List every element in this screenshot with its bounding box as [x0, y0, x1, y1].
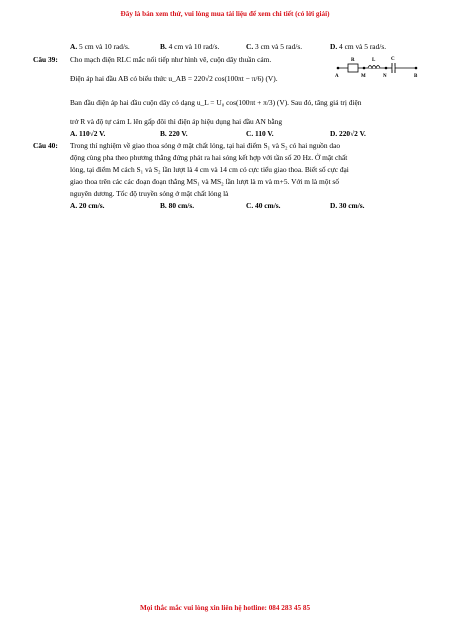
prev-answer-a-label: A.: [70, 42, 80, 51]
circuit-label-c: C: [391, 57, 395, 62]
prev-answer-b-text: 4 cm và 10 rad/s.: [168, 42, 220, 51]
circuit-label-n: N: [383, 74, 387, 78]
question-40-line-2: động cùng pha theo phương thẳng đứng phát ra hai sóng kết hợp với tần số 20 Hz. Ở mặt chất: [70, 153, 348, 162]
preview-notice: Đây là bản xem thử, vui lòng mua tài liệu để xem chi tiết (có lời giải): [120, 10, 330, 18]
question-39-text: Cho mạch điện RLC mắc nối tiếp như hình vẽ, cuộn dây thuần cảm.: [70, 55, 272, 64]
prev-answer-a: [70, 42, 130, 51]
rlc-circuit-diagram: [334, 54, 420, 78]
question-39-condition: trở R và độ tự cảm L lên gấp đôi thì điện áp hiệu dụng hai đầu AN bằng: [70, 117, 283, 126]
circuit-label-l: L: [372, 58, 376, 63]
prev-answer-d: [330, 42, 386, 51]
prev-answer-b: [160, 42, 219, 51]
prev-answer-c-label: C.: [246, 42, 256, 51]
inductor-symbol: [368, 66, 380, 69]
prev-answer-d-text: 4 cm và 5 rad/s.: [339, 42, 387, 51]
question-40-line-1: Trong thí nghiệm về giao thoa sóng ở mặt chất lỏng, tại hai điểm S₁ và S₂ có hai nguồn dao: [70, 141, 341, 150]
question-39-initial-voltage: Ban đầu điện áp hai đầu cuộn dây có dạng u_L = U₀ cos(100πt + π/3) (V). Sau đó, tăng giá trị điện: [70, 98, 362, 107]
resistor-symbol: [348, 64, 358, 72]
question-40-label: Câu 40:: [33, 141, 58, 150]
question-40-answer-d: D. 30 cm/s.: [330, 201, 365, 210]
question-39-answer-c: C. 110 V.: [246, 129, 274, 138]
question-39-answer-a: A. 110√2 V.: [70, 129, 106, 138]
question-39-expression: Điện áp hai đầu AB có biểu thức u_AB = 220√2 cos(100πt − π/6) (V).: [70, 74, 278, 83]
question-40-line-3: lỏng, tại điểm M cách S₁ và S₂ lần lượt là 4 cm và 14 cm có cực tiểu giao thoa. Biết số cực đại: [70, 165, 349, 174]
prev-answer-c: [246, 42, 302, 51]
question-40-line-4: giao thoa trên các các đoạn đoạn thẳng MS₁ và MS₂ lần lượt là m và m+5. Với m là một số: [70, 177, 339, 186]
circuit-label-b: B: [414, 74, 418, 78]
question-40-answer-a: A. 20 cm/s.: [70, 201, 105, 210]
prev-answer-a-text: 5 cm và 10 rad/s.: [79, 42, 130, 51]
circuit-label-r: R: [351, 58, 355, 63]
prev-answer-b-label: B.: [160, 42, 169, 51]
circuit-label-m: M: [361, 74, 366, 78]
prev-answer-c-text: 3 cm và 5 rad/s.: [255, 42, 303, 51]
question-40-line-5: nguyên dương. Tốc độ truyền sóng ở mặt chất lỏng là: [70, 189, 229, 198]
question-40-answer-b: B. 80 cm/s.: [160, 201, 195, 210]
question-40-answer-c: C. 40 cm/s.: [246, 201, 281, 210]
question-39-answer-d: D. 220√2 V.: [330, 129, 366, 138]
circuit-label-a: A: [335, 74, 339, 78]
hotline-notice: Mọi thắc mắc vui lòng xin liên hệ hotline: 084 283 45 85: [139, 604, 311, 612]
question-39-label: Câu 39:: [33, 55, 58, 64]
question-39-answer-b: B. 220 V.: [160, 129, 188, 138]
prev-answer-d-label: D.: [330, 42, 340, 51]
